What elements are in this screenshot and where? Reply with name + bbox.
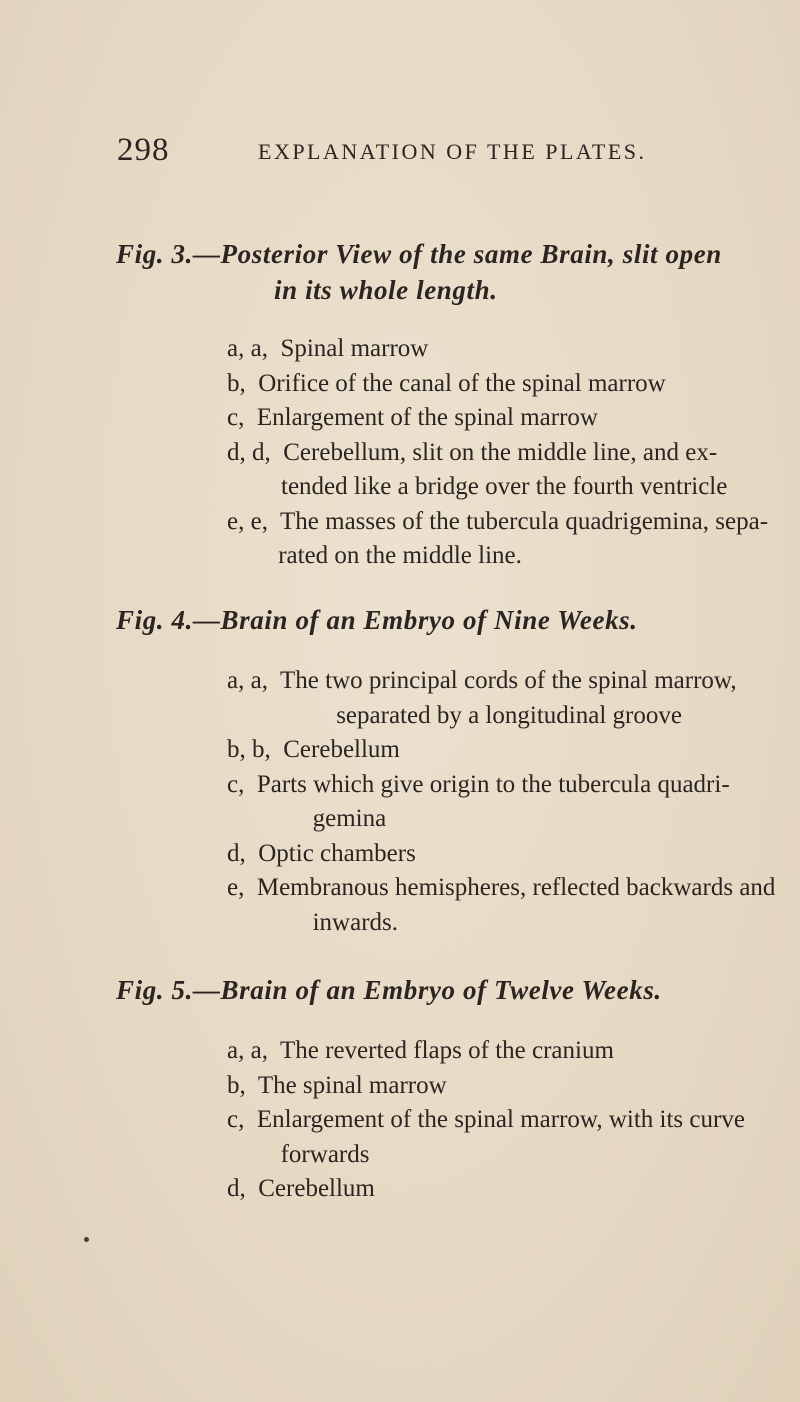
- legend-text: Cerebellum: [258, 1175, 375, 1202]
- figure-5-legend: [0, 1034, 800, 1207]
- legend-text: The two principal cords of the spinal marrow,: [280, 667, 737, 694]
- legend-key: b, b,: [227, 736, 277, 763]
- running-title: EXPLANATION OF THE PLATES.: [258, 139, 647, 164]
- legend-key: a, a,: [227, 667, 275, 694]
- legend-text: Membranous hemispheres, reflected backwards and: [256, 874, 776, 901]
- legend-entry: [227, 664, 800, 733]
- legend-text-continuation: [227, 539, 800, 574]
- legend-entry: [227, 505, 800, 574]
- legend-key: a, a,: [227, 335, 275, 362]
- legend-text-continuation-text: rated on the middle line.: [278, 542, 522, 569]
- legend-key: d,: [227, 1175, 252, 1202]
- legend-text-continuation-text: tended like a bridge over the fourth ventricle: [281, 473, 728, 500]
- figure-3-legend: [0, 332, 800, 574]
- figure-5-title-line-1: Fig. 5.—Brain of an Embryo of Twelve Weeks.: [116, 975, 662, 1005]
- figure-4-title: [116, 602, 638, 638]
- legend-key: a, a,: [227, 1037, 275, 1064]
- legend-text: Parts which give origin to the tubercula quadri-: [256, 770, 730, 798]
- legend-key: b,: [227, 369, 252, 397]
- legend-key: e, e,: [227, 507, 275, 535]
- legend-text: The masses of the tubercula quadrigemina, sepa-: [280, 507, 769, 535]
- legend-entry: [227, 1103, 800, 1172]
- legend-text-continuation: [227, 802, 800, 837]
- figure-3-title-line-2: in its whole length.: [274, 275, 498, 305]
- legend-entry: [227, 367, 800, 402]
- legend-text-continuation: [227, 470, 800, 505]
- legend-text: The reverted flaps of the cranium: [280, 1037, 614, 1064]
- legend-text-continuation-text: inwards.: [312, 908, 399, 936]
- legend-entry: [227, 768, 800, 837]
- legend-entry: [227, 1172, 800, 1207]
- legend-text-continuation: [227, 699, 800, 734]
- legend-key: c,: [227, 1106, 251, 1133]
- legend-text-continuation-text: forwards: [280, 1140, 370, 1168]
- legend-entry: [227, 1069, 800, 1104]
- running-head: [0, 132, 800, 172]
- figure-4-legend: [0, 664, 800, 940]
- legend-text-continuation-text: gemina: [312, 805, 387, 832]
- legend-text: Orifice of the canal of the spinal marrow: [258, 369, 666, 397]
- figure-3-title: [116, 236, 722, 308]
- legend-key: e,: [227, 874, 251, 901]
- figure-3-title-line-1: Fig. 3.—Posterior View of the same Brain, slit open: [116, 239, 722, 269]
- legend-key: d,: [227, 839, 252, 867]
- figure-4-title-line-1: Fig. 4.—Brain of an Embryo of Nine Weeks.: [116, 605, 638, 635]
- legend-entry: [227, 837, 800, 872]
- legend-text-continuation-text: separated by a longitudinal groove: [336, 701, 682, 729]
- legend-key: c,: [227, 770, 251, 798]
- legend-text: Cerebellum: [283, 736, 400, 763]
- legend-text: Optic chambers: [258, 839, 416, 867]
- legend-text-continuation: [227, 906, 800, 941]
- legend-entry: [227, 401, 800, 436]
- legend-entry: [227, 436, 800, 505]
- legend-entry: [227, 871, 800, 940]
- figure-5-title: [116, 972, 662, 1008]
- legend-text: Enlargement of the spinal marrow, with its curve: [256, 1106, 745, 1133]
- legend-key: d, d,: [227, 438, 277, 466]
- legend-key: b,: [227, 1071, 252, 1099]
- ink-speck: [84, 1237, 89, 1242]
- legend-text-continuation: [227, 1138, 800, 1173]
- legend-text: Cerebellum, slit on the middle line, and ex-: [283, 438, 718, 466]
- legend-entry: [227, 1034, 800, 1069]
- legend-entry: [227, 733, 800, 768]
- legend-text: Enlargement of the spinal marrow: [256, 404, 598, 431]
- legend-key: c,: [227, 404, 251, 431]
- legend-text: Spinal marrow: [280, 335, 429, 362]
- legend-text: The spinal marrow: [257, 1071, 447, 1099]
- legend-entry: [227, 332, 800, 367]
- page-number: 298: [117, 132, 170, 168]
